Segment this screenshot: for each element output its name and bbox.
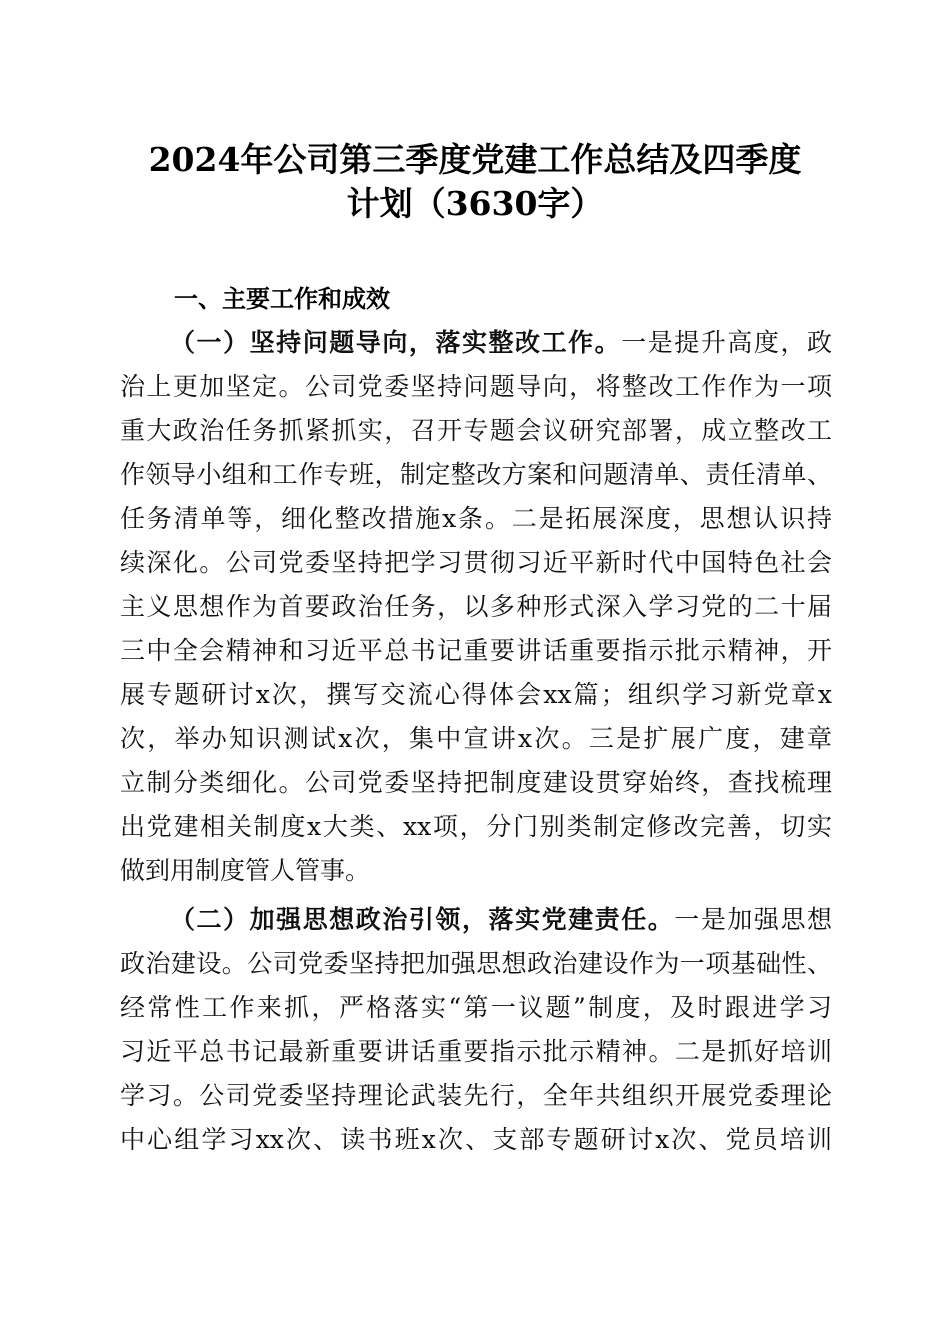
paragraph-1-line-12: 出党建相关制度x大类、xx项，分门别类制定修改完善，切实: [120, 812, 832, 841]
paragraph-1-line-13: 做到用制度管人管事。: [120, 856, 371, 885]
paragraph-2-line-3: 经常性工作来抓，严格落实“第一议题”制度，及时跟进学习: [120, 993, 832, 1022]
paragraph-1-line-10: 次，举办知识测试x次，集中宣讲x次。三是扩展广度，建章: [120, 724, 832, 753]
paragraph-2-line-6: 中心组学习xx次、读书班x次、支部专题研讨x次、党员培训: [120, 1125, 832, 1154]
paragraph-2-line-1-text: 一是加强思想: [674, 905, 832, 934]
paragraph-2-line-4: 习近平总书记最新重要讲话重要指示批示精神。二是抓好培训: [120, 1037, 832, 1066]
paragraph-1-line-4: 作领导小组和工作专班，制定整改方案和问题清单、责任清单、: [120, 460, 832, 489]
paragraph-2-lead: （二）加强思想政治引领，落实党建责任。: [170, 905, 675, 934]
paragraph-1-line-1-text: 一是提升高度，政: [621, 328, 832, 357]
paragraph-2-line-2: 政治建设。公司党委坚持把加强思想政治建设作为一项基础性、: [120, 949, 832, 978]
paragraph-1-line-8: 三中全会精神和习近平总书记重要讲话重要指示批示精神，开: [120, 636, 832, 665]
paragraph-2-line-5: 学习。公司党委坚持理论武装先行，全年共组织开展党委理论: [120, 1081, 832, 1110]
paragraph-1-line-11: 立制分类细化。公司党委坚持把制度建设贯穿始终，查找梳理: [120, 768, 832, 797]
paragraph-1-line-1: [170, 326, 832, 360]
paragraph-1-lead: （一）坚持问题导向，落实整改工作。: [170, 328, 622, 357]
paragraph-2-line-1: [170, 903, 832, 937]
paragraph-1-line-5: 任务清单等，细化整改措施x条。二是拓展深度，思想认识持: [120, 504, 832, 533]
paragraph-1-line-2: 治上更加坚定。公司党委坚持问题导向，将整改工作作为一项: [120, 372, 832, 401]
document-title-line-1: 2024年公司第三季度党建工作总结及四季度: [148, 140, 802, 179]
paragraph-1-line-6: 续深化。公司党委坚持把学习贯彻习近平新时代中国特色社会: [120, 548, 832, 577]
paragraph-1-line-9: 展专题研讨x次，撰写交流心得体会xx篇；组织学习新党章x: [120, 680, 832, 709]
document-title-line-2: 计划（3630字）: [346, 184, 604, 223]
paragraph-1-line-7: 主义思想作为首要政治任务，以多种形式深入学习党的二十届: [120, 592, 832, 621]
paragraph-1-line-3: 重大政治任务抓紧抓实，召开专题会议研究部署，成立整改工: [120, 416, 832, 445]
section-heading-1: 一、主要工作和成效: [174, 285, 390, 313]
